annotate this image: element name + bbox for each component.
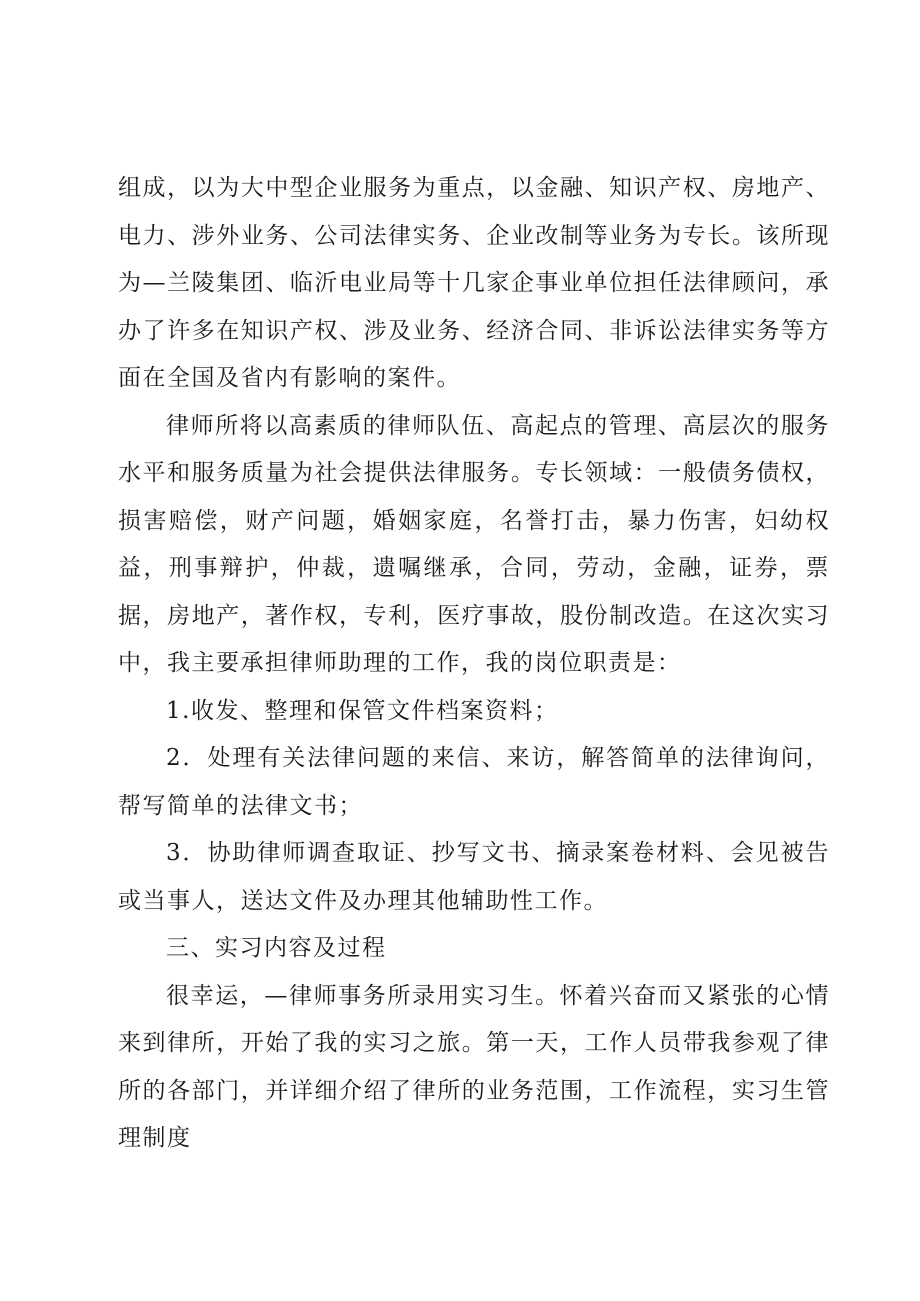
duty-item-3: 3．协助律师调查取证、抄写文书、摘录案卷材料、会见被告或当事人，送达文件及办理其他辅助性工作。 <box>118 840 830 914</box>
document-body <box>118 165 830 1163</box>
paragraph-firm-overview: 组成，以为大中型企业服务为重点，以金融、知识产权、房地产、电力、涉外业务、公司法律实务、企业改制等业务为专长。该所现为—兰陵集团、临沂电业局等十几家企事业单位担任法律顾问，承办了许多在知识产权、涉及业务、经济合同、非诉讼法律实务等方面在全国及省内有影响的案件。 <box>118 175 830 391</box>
section-heading-internship-content: 三、实习内容及过程 <box>166 935 387 961</box>
duty-item-1: 1.收发、整理和保管文件档案资料； <box>166 697 559 724</box>
paragraph-service-areas: 律师所将以高素质的律师队伍、高起点的管理、高层次的服务水平和服务质量为社会提供法律服务。专长领域：一般债务债权，损害赔偿，财产问题，婚姻家庭，名誉打击，暴力伤害，妇幼权益，刑事辩护，仲裁，遗嘱继承，合同，劳动，金融，证券，票据，房地产，著作权，专利，医疗事故，股份制改造。在这次实习中，我主要承担律师助理的工作，我的岗位职责是： <box>118 412 830 676</box>
paragraph-internship-start: 很幸运，—律师事务所录用实习生。怀着兴奋而又紧张的心情来到律所，开始了我的实习之旅。第一天，工作人员带我参观了律所的各部门，并详细介绍了律所的业务范围，工作流程，实习生管理制度 <box>118 982 830 1151</box>
duty-item-2: 2．处理有关法律问题的来信、来访，解答简单的法律询问，帮写简单的法律文书； <box>118 745 830 819</box>
